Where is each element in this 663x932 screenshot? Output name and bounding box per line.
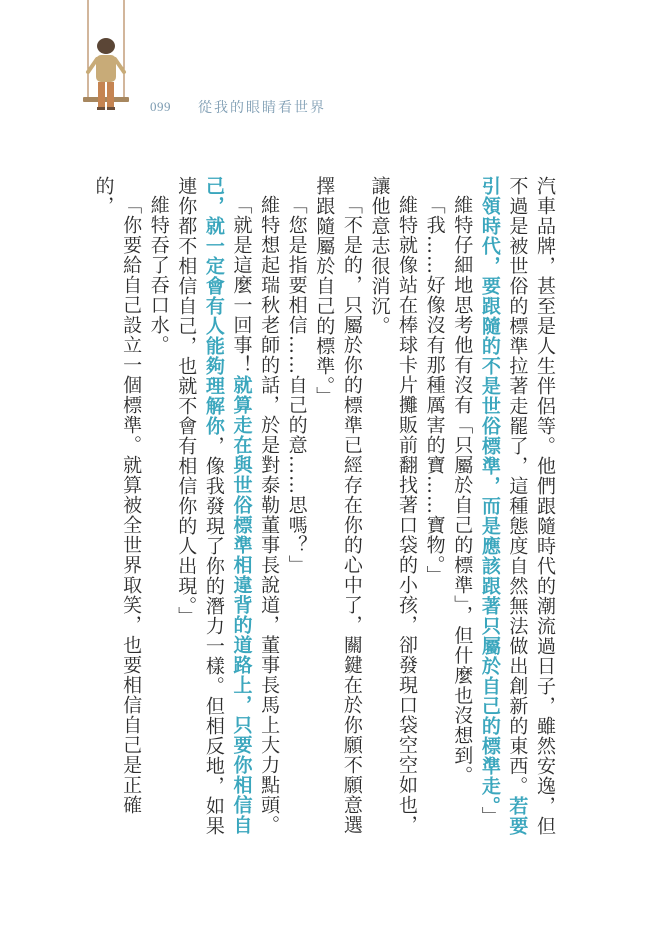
text-segment: 「你要給自己設立一個標準。就算被全世界取笑，也要相信自己是正確的， (92, 176, 143, 815)
paragraph (144, 176, 172, 846)
text-segment: 「我……好像沒有那種厲害的寶……寶物。」 (423, 195, 446, 586)
paragraph (420, 176, 448, 846)
text-segment: 維特想起瑞秋老師的話，於是對泰勒董事長說道，董事長馬上大力點頭。 (258, 195, 281, 835)
paragraph (448, 176, 476, 846)
text-segment: ，像我發現了你的潛力一樣。但相反地，如果連你都不相信自己，也就不會有相信你的人出現。」 (175, 176, 225, 836)
text-segment: 維特就像站在棒球卡片攤販前翻找著口袋的小孩，卻發現口袋空空如也，讓他意志很消沉。 (368, 176, 419, 835)
text-segment: 「不是的，只屬於你的標準已經存在你的心中了，關鍵在於你願不願意選擇跟隨屬於自己的標準。」 (313, 176, 363, 835)
child-on-swing-illustration (76, 0, 136, 128)
text-segment: 」 (478, 806, 501, 827)
highlighted-text: 就算走在與世俗標準相違背的道路上，只要你相信自己，就一定會有人能夠理解你 (202, 176, 253, 835)
highlighted-text: 若要引領時代，要跟隨的不是世俗標準，而是應該跟著只屬於自己的標準走。 (478, 176, 529, 836)
paragraph (282, 176, 310, 846)
running-title: 從我的眼睛看世界 (198, 100, 326, 116)
text-segment: 維特仔細地思考他有沒有「只屬於自己的標準」，但什麼也沒想到。 (451, 195, 474, 786)
paragraph (475, 176, 558, 846)
page-header (0, 0, 663, 130)
paragraph (172, 176, 255, 846)
paragraph (89, 176, 144, 846)
paragraph (254, 176, 282, 846)
paragraph (310, 176, 365, 846)
page-number: 099 (150, 99, 171, 114)
body-text (92, 176, 558, 846)
paragraph (365, 176, 420, 846)
text-segment: 維特吞了吞口水。 (147, 195, 170, 355)
text-segment: 「您是指要相信……自己的意……思嗎？」 (285, 195, 308, 575)
text-segment: 汽車品牌，甚至是人生伴侶等。他們跟隨時代的潮流過日子，雖然安逸，但不過是被世俗的標準拉著走罷了，這種態度自然無法做出創新的東西。 (506, 176, 556, 836)
text-segment: 「就是這麼一回事！ (230, 195, 253, 375)
